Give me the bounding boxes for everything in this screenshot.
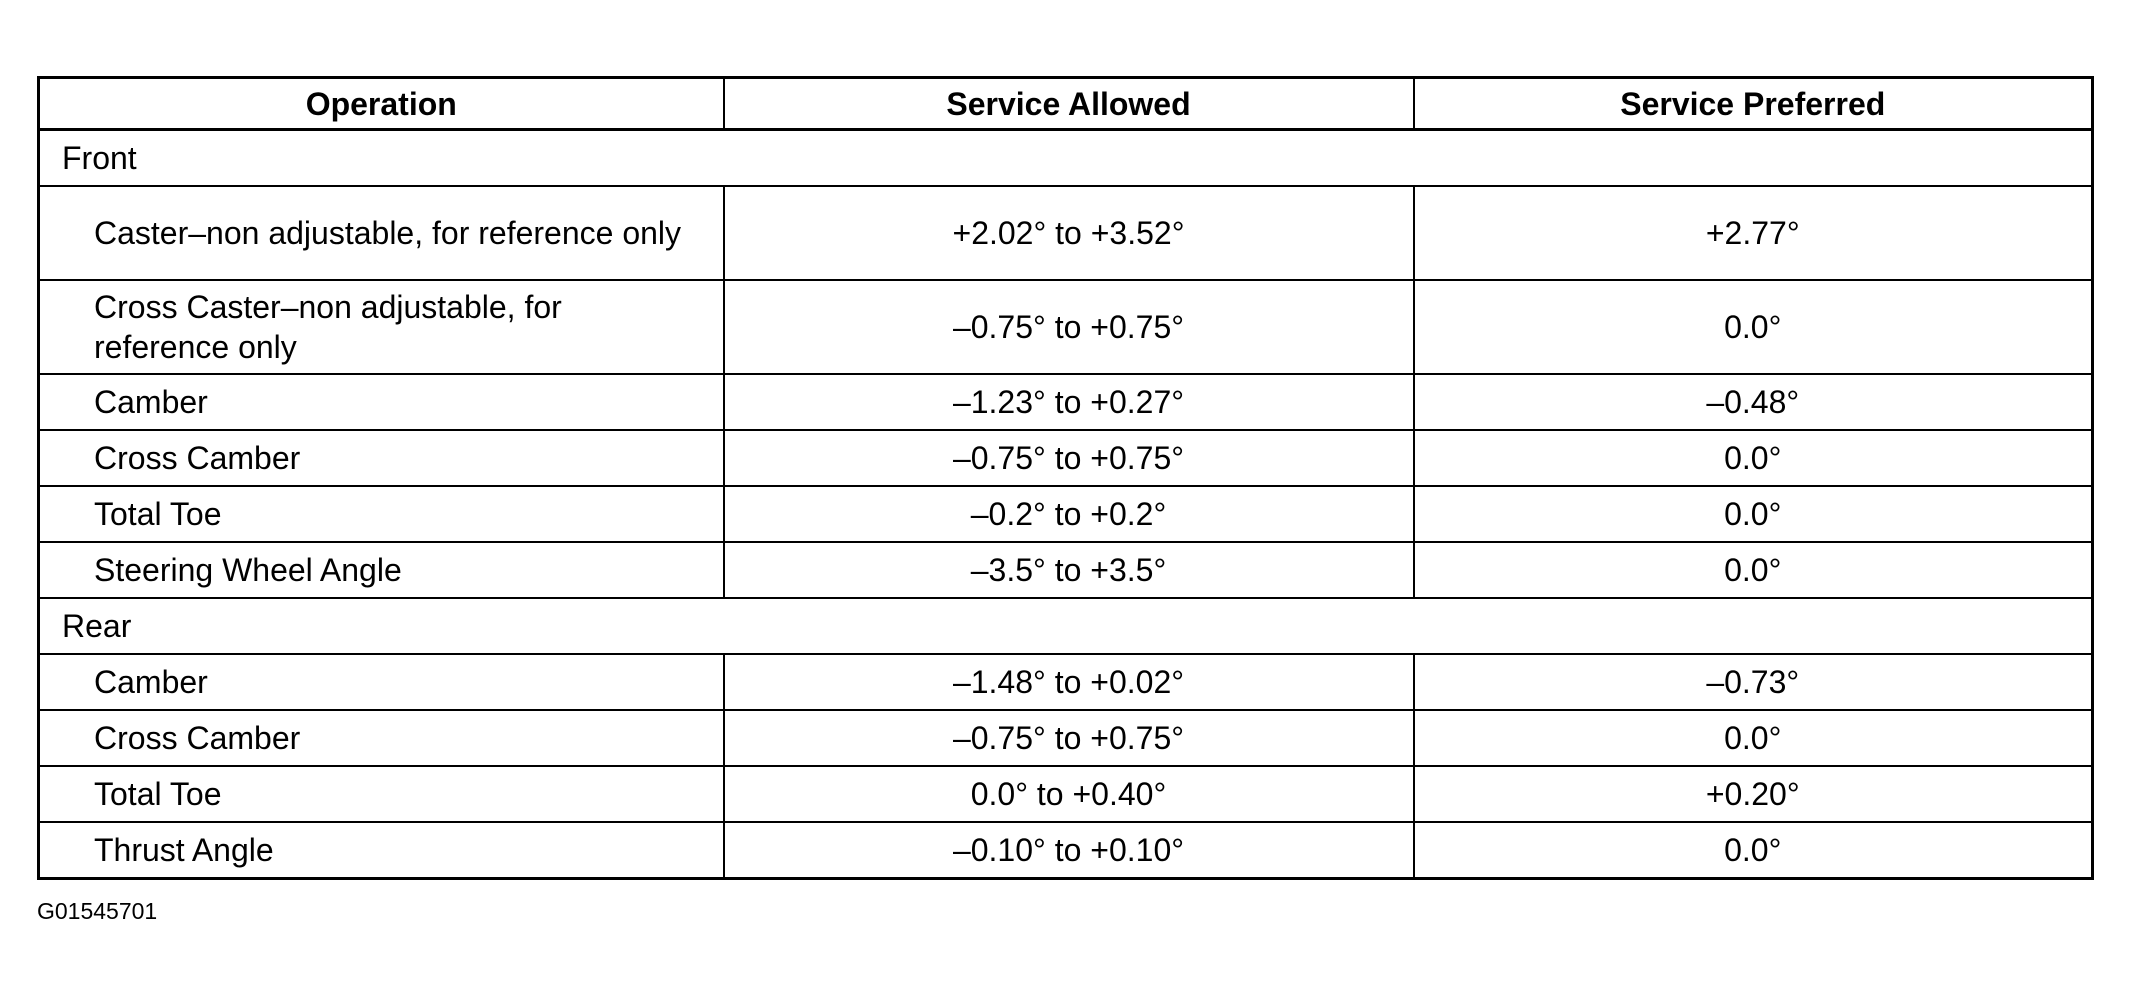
- section-label-front: Front: [39, 130, 2093, 187]
- operation-cell: Cross Camber: [39, 710, 724, 766]
- operation-cell: Total Toe: [39, 486, 724, 542]
- table-row: [39, 822, 2093, 879]
- service-preferred-cell: –0.48°: [1414, 374, 2093, 430]
- operation-cell: Total Toe: [39, 766, 724, 822]
- service-allowed-cell: –1.48° to +0.02°: [724, 654, 1414, 710]
- table-row: [39, 280, 2093, 374]
- operation-cell: Steering Wheel Angle: [39, 542, 724, 598]
- service-allowed-cell: –0.2° to +0.2°: [724, 486, 1414, 542]
- section-row-rear: [39, 598, 2093, 654]
- table-row: [39, 542, 2093, 598]
- service-preferred-cell: –0.73°: [1414, 654, 2093, 710]
- table-row: [39, 430, 2093, 486]
- service-preferred-cell: +2.77°: [1414, 186, 2093, 280]
- operation-cell: Thrust Angle: [39, 822, 724, 879]
- operation-cell: Cross Camber: [39, 430, 724, 486]
- table-row: [39, 654, 2093, 710]
- header-operation: Operation: [39, 78, 724, 130]
- service-allowed-cell: –0.75° to +0.75°: [724, 280, 1414, 374]
- figure-id-label: G01545701: [37, 898, 158, 924]
- service-allowed-cell: –0.10° to +0.10°: [724, 822, 1414, 879]
- operation-cell: Caster–non adjustable, for reference only: [39, 186, 724, 280]
- service-preferred-cell: 0.0°: [1414, 280, 2093, 374]
- section-row-front: [39, 130, 2093, 187]
- service-allowed-cell: 0.0° to +0.40°: [724, 766, 1414, 822]
- table-row: [39, 374, 2093, 430]
- operation-cell: Camber: [39, 654, 724, 710]
- section-label-rear: Rear: [39, 598, 2093, 654]
- service-allowed-cell: –0.75° to +0.75°: [724, 430, 1414, 486]
- service-preferred-cell: 0.0°: [1414, 430, 2093, 486]
- header-service-allowed: Service Allowed: [724, 78, 1414, 130]
- service-allowed-cell: +2.02° to +3.52°: [724, 186, 1414, 280]
- table-row: [39, 486, 2093, 542]
- service-allowed-cell: –0.75° to +0.75°: [724, 710, 1414, 766]
- header-service-preferred: Service Preferred: [1414, 78, 2093, 130]
- table-row: [39, 710, 2093, 766]
- operation-cell: Cross Caster–non adjustable, for reference only: [39, 280, 724, 374]
- table-row: [39, 766, 2093, 822]
- service-allowed-cell: –3.5° to +3.5°: [724, 542, 1414, 598]
- service-preferred-cell: +0.20°: [1414, 766, 2093, 822]
- table-row: [39, 186, 2093, 280]
- operation-cell: Camber: [39, 374, 724, 430]
- service-allowed-cell: –1.23° to +0.27°: [724, 374, 1414, 430]
- service-preferred-cell: 0.0°: [1414, 486, 2093, 542]
- service-preferred-cell: 0.0°: [1414, 822, 2093, 879]
- header-row: [39, 78, 2093, 130]
- alignment-spec-table: [37, 76, 2094, 880]
- service-preferred-cell: 0.0°: [1414, 542, 2093, 598]
- service-preferred-cell: 0.0°: [1414, 710, 2093, 766]
